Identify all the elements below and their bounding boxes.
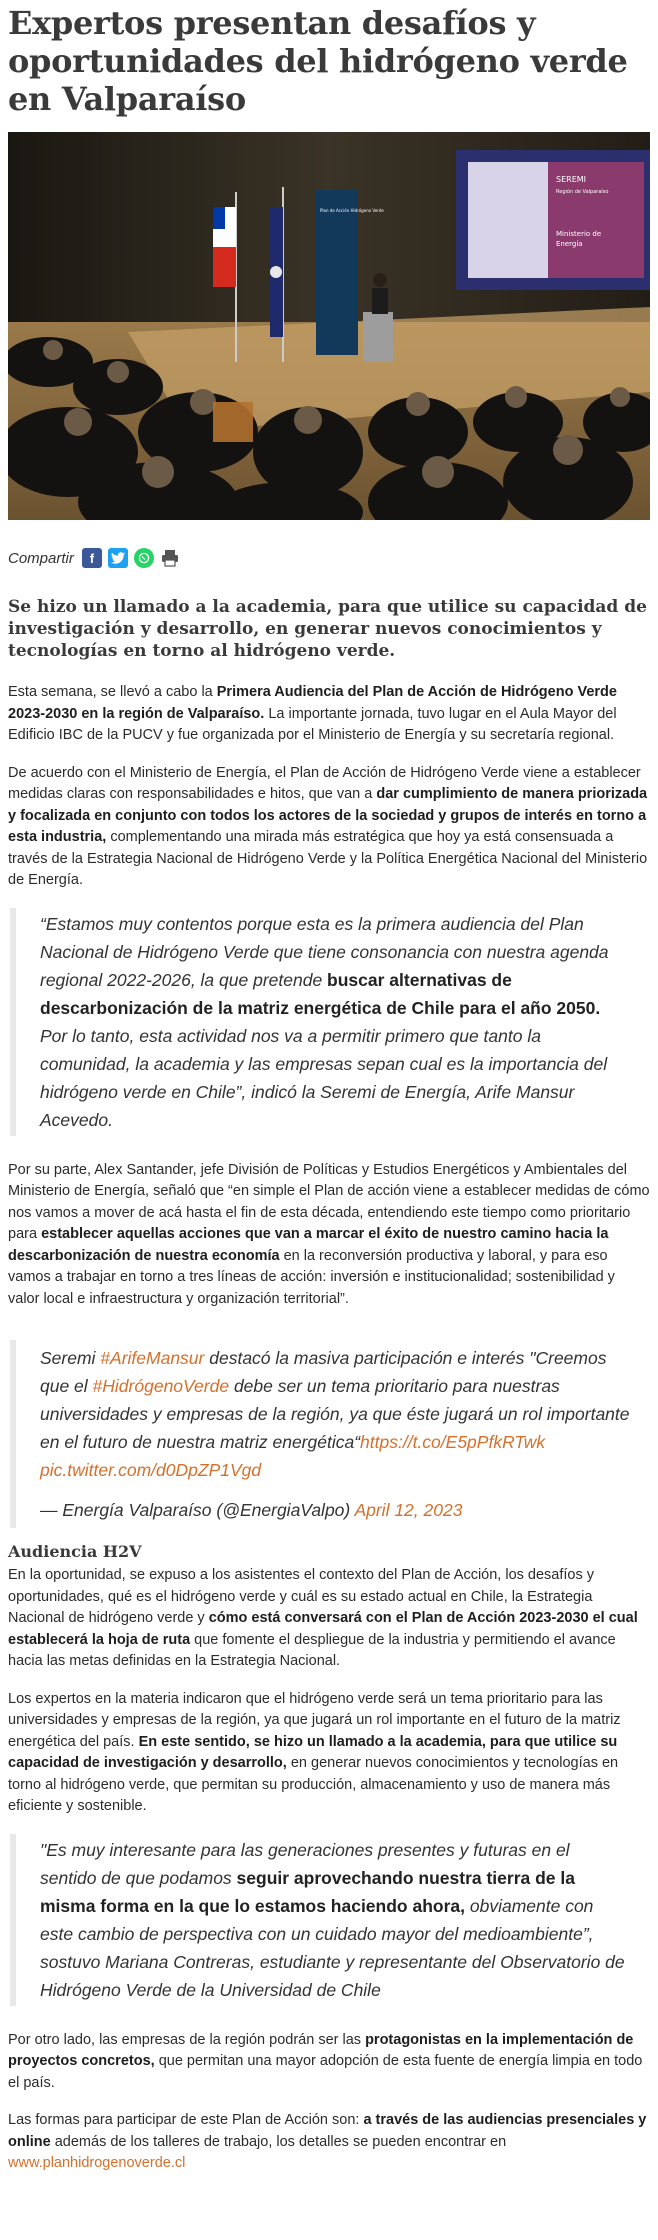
tweet-text: Seremi #ArifeMansur destacó la masiva participación e interés "Creemos que el #HidrógenoVerde debe ser un tema prioritario para nuestras universidades y empresas de la región, ya que éste jugará un rol importante en el futuro de nuestra matriz energética“https://t.co/E5pPfkRTwk pic.twitter.com/d0DpZP1Vgd [40, 1348, 630, 1480]
article [0, 4, 658, 2175]
hashtag-hidrogenoverde[interactable]: #HidrógenoVerde [92, 1376, 230, 1396]
tweet-link[interactable]: https://t.co/E5pPfkRTwk [360, 1432, 546, 1452]
facebook-icon[interactable]: f [82, 548, 102, 568]
article-lead: Se hizo un llamado a la academia, para que utilice su capacidad de investigación y desarrollo, en generar nuevos conocimientos y tecnologías en torno al hidrógeno verde. [8, 597, 647, 661]
paragraph-4: En la oportunidad, se expuso a los asistentes el contexto del Plan de Acción, los desafíos y oportunidades, qué es el hidrógeno verde y cuál es su estado actual en Chile, la Estrategia Nacional de hidrógeno verde y cómo está conversará con el Plan de Acción 2023-2030 el cual establecerá la hoja de ruta que fomente el despliegue de la industria y permitiendo el avance hacia las metas definidas en la Estrategia Nacional. [8, 1567, 638, 1669]
tweet-pic-link[interactable]: pic.twitter.com/d0DpZP1Vgd [40, 1460, 262, 1480]
article-photo [8, 132, 650, 520]
website-link[interactable]: www.planhidrogenoverde.cl [8, 2155, 186, 2171]
twitter-icon[interactable] [108, 548, 128, 568]
regional-flag [270, 187, 283, 362]
paragraph-1: Esta semana, se llevó a cabo la Primera Audiencia del Plan de Acción de Hidrógeno Verde 2023-2030 en la región de Valparaíso. La importante jornada, tuvo lugar en el Aula Mayor del Edificio IBC de la PUCV y fue organizada por el Ministerio de Energía y su secretaría regional. [8, 684, 617, 743]
podium [363, 312, 393, 362]
whatsapp-icon[interactable] [134, 548, 154, 568]
paragraph-3: Por su parte, Alex Santander, jefe División de Políticas y Estudios Energéticos y Ambientales del Ministerio de Energía, señaló que “en simple el Plan de acción viene a establecer medidas de cómo nos vamos a mover de acá hasta el fin de esta década, entendiendo este tiempo como prioritario para establecer aquellas acciones que van a marcar el éxito de nuestro camino hacia la descarbonización de nuestra economía en la reconversión productiva y laboral, y para eso vamos a trabajar en torno a tres líneas de acción: inversión e institucionalidad; sostenibilidad y valor local e infraestructura y organización territorial”. [8, 1161, 650, 1307]
quote-student: "Es muy interesante para las generaciones presentes y futuras en el sentido de que podamos seguir aprovechando nuestra tierra de la misma forma en la que lo estamos haciendo ahora, obviamente con este cambio de perspectiva con un cuidado mayor del medioambiente”, sostuvo Mariana Contreras, estudiante y representante del Observatorio de Hidrógeno Verde de la Universidad de Chile [10, 1834, 650, 2006]
banner-subtitle: Región de Valparaíso [556, 189, 609, 195]
banner-line-1: Ministerio de [556, 230, 602, 238]
banner-line-2: Energía [556, 240, 583, 248]
embedded-tweet [10, 1340, 650, 1528]
print-icon[interactable] [160, 548, 180, 568]
auditorium-photo [8, 132, 650, 520]
subheading: Audiencia H2V [8, 1542, 142, 1561]
paragraph-7: Las formas para participar de este Plan de Acción son: a través de las audiencias presenciales y online además de los talleres de trabajo, los detalles se pueden encontrar en www.planhidrogenoverde.cl [8, 2112, 647, 2171]
tweet-author: — Energía Valparaíso (@EnergiaValpo) April 12, 2023 [40, 1500, 463, 1520]
paragraph-2: De acuerdo con el Ministerio de Energía, el Plan de Acción de Hidrógeno Verde viene a establecer medidas claras con responsabilidades e hitos, que van a dar cumplimiento de manera priorizada y focalizada en conjunto con todos los actores de la sociedad y grupos de interés en torno a esta industria, complementando una mirada más estratégica que hoy ya está consensuada a través de la Estrategia Nacional de Hidrógeno Verde y la Política Energética Nacional del Ministerio de Energía. [8, 764, 648, 888]
podium-sign [316, 190, 358, 355]
hashtag-arifemansur[interactable]: #ArifeMansur [100, 1348, 205, 1368]
paragraph-6: Por otro lado, las empresas de la región podrán ser las protagonistas en la implementación de proyectos concretos, que permitan una mayor adopción de esta fuente de energía limpia en todo el país. [8, 2031, 643, 2091]
quote-seremi: “Estamos muy contentos porque esta es la primera audiencia del Plan Nacional de Hidrógeno Verde que tiene consonancia con nuestra agenda regional 2022-2026, la que pretende buscar alternativas de descarbonización de la matriz energética de Chile para el año 2050. Por lo tanto, esta actividad nos va a permitir primero que tanto la comunidad, la academia y las empresas sepan cual es la importancia del hidrógeno verde en Chile”, indicó la Seremi de Energía, Arife Mansur Acevedo. [10, 908, 650, 1136]
paragraph-5: Los expertos en la materia indicaron que el hidrógeno verde será un tema prioritario para las universidades y empresas de la región, ya que jugará un rol importante en el futuro de la matriz energética del país. En este sentido, se hizo un llamado a la academia, para que utilice su capacidad de investigación y desarrollo, en generar nuevos conocimientos y tecnologías en torno al hidrógeno verde, que permitan su producción, almacenamiento y uso de manera más eficiente y sostenible. [8, 1690, 621, 1814]
podium-sign-text: Plan de Acción Hidrógeno Verde [320, 208, 384, 213]
article-title: Expertos presentan desafíos y oportunidades del hidrógeno verde en Valparaíso [8, 4, 628, 118]
share-label: Compartir [8, 549, 74, 567]
share-bar [8, 546, 650, 570]
tweet-date-link[interactable]: April 12, 2023 [354, 1500, 463, 1520]
banner-title: SEREMI [556, 175, 587, 184]
